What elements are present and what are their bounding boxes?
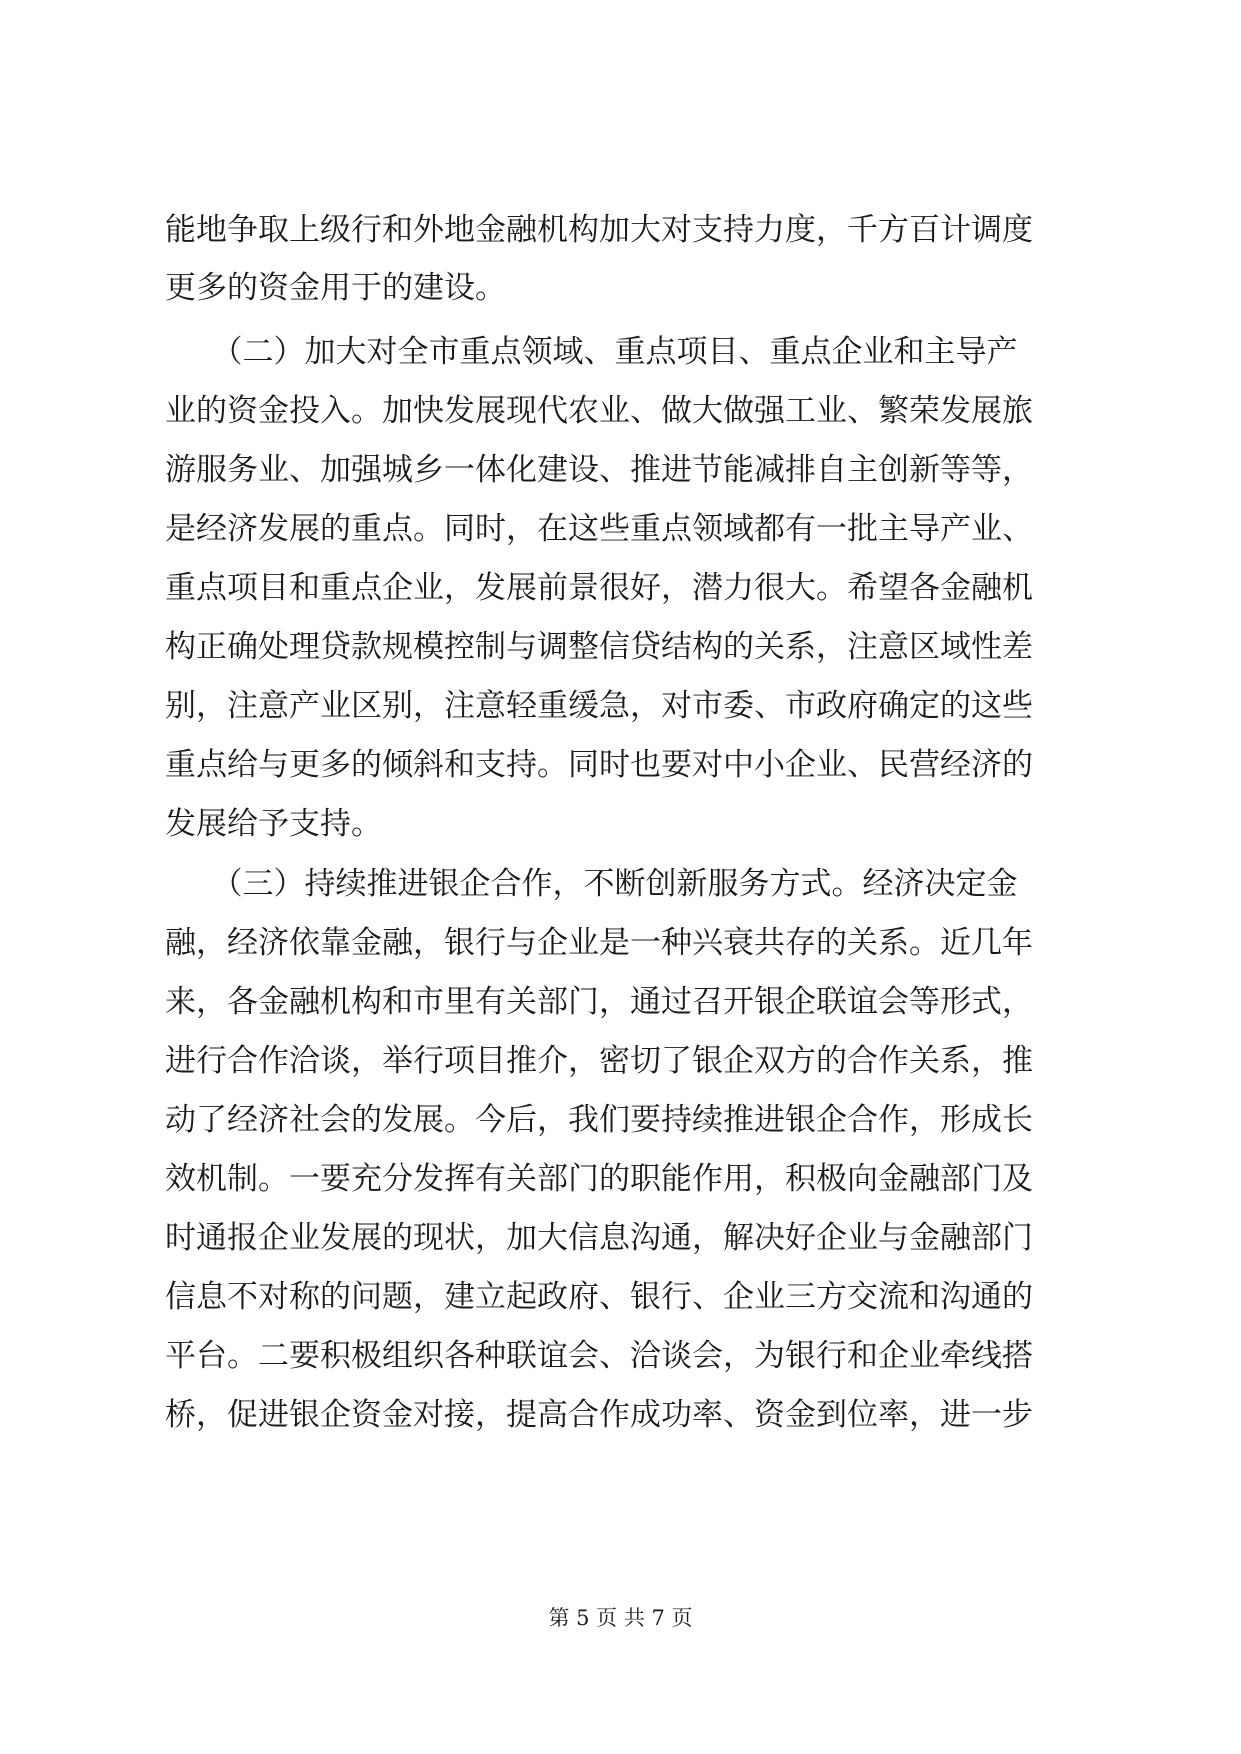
text-line: 来，各金融机构和市里有关部门，通过召开银企联谊会等形式， bbox=[165, 984, 1033, 1020]
paragraph-3-heading-line: （三）持续推进银企合作，不断创新服务方式。经济决定金 bbox=[165, 866, 1018, 902]
text-line: 效机制。一要充分发挥有关部门的职能作用，积极向金融部门及 bbox=[165, 1161, 1033, 1197]
text-line: 游服务业、加强城乡一体化建设、推进节能减排自主创新等等， bbox=[165, 452, 1033, 488]
paragraph-2-heading-line: （二）加大对全市重点领域、重点项目、重点企业和主导产 bbox=[165, 334, 1018, 370]
text-line: 信息不对称的问题，建立起政府、银行、企业三方交流和沟通的 bbox=[165, 1279, 1033, 1315]
text-line: 业的资金投入。加快发展现代农业、做大做强工业、繁荣发展旅 bbox=[165, 393, 1033, 429]
page-number-footer: 第 5 页 共 7 页 bbox=[548, 1606, 693, 1630]
text-line: 发展给予支持。 bbox=[165, 806, 382, 842]
text-line: 重点项目和重点企业，发展前景很好，潜力很大。希望各金融机 bbox=[165, 570, 1033, 606]
text-line: 进行合作洽谈，举行项目推介，密切了银企双方的合作关系，推 bbox=[165, 1043, 1033, 1079]
text-line: 动了经济社会的发展。今后，我们要持续推进银企合作，形成长 bbox=[165, 1102, 1033, 1138]
text-line: 构正确处理贷款规模控制与调整信贷结构的关系，注意区域性差 bbox=[165, 629, 1033, 665]
text-line: 融，经济依靠金融，银行与企业是一种兴衰共存的关系。近几年 bbox=[165, 925, 1033, 961]
text-line: 平台。二要积极组织各种联谊会、洽谈会，为银行和企业牵线搭 bbox=[165, 1338, 1033, 1374]
text-line: 时通报企业发展的现状，加大信息沟通，解决好企业与金融部门 bbox=[165, 1220, 1033, 1256]
text-line: 桥，促进银企资金对接，提高合作成功率、资金到位率，进一步 bbox=[165, 1397, 1033, 1433]
text-line: 重点给与更多的倾斜和支持。同时也要对中小企业、民营经济的 bbox=[165, 747, 1033, 783]
text-line: 别，注意产业区别，注意轻重缓急，对市委、市政府确定的这些 bbox=[165, 688, 1033, 724]
text-line: 能地争取上级行和外地金融机构加大对支持力度，千方百计调度 bbox=[165, 212, 1033, 248]
text-line: 更多的资金用于的建设。 bbox=[165, 270, 506, 306]
text-line: 是经济发展的重点。同时，在这些重点领域都有一批主导产业、 bbox=[165, 511, 1033, 547]
